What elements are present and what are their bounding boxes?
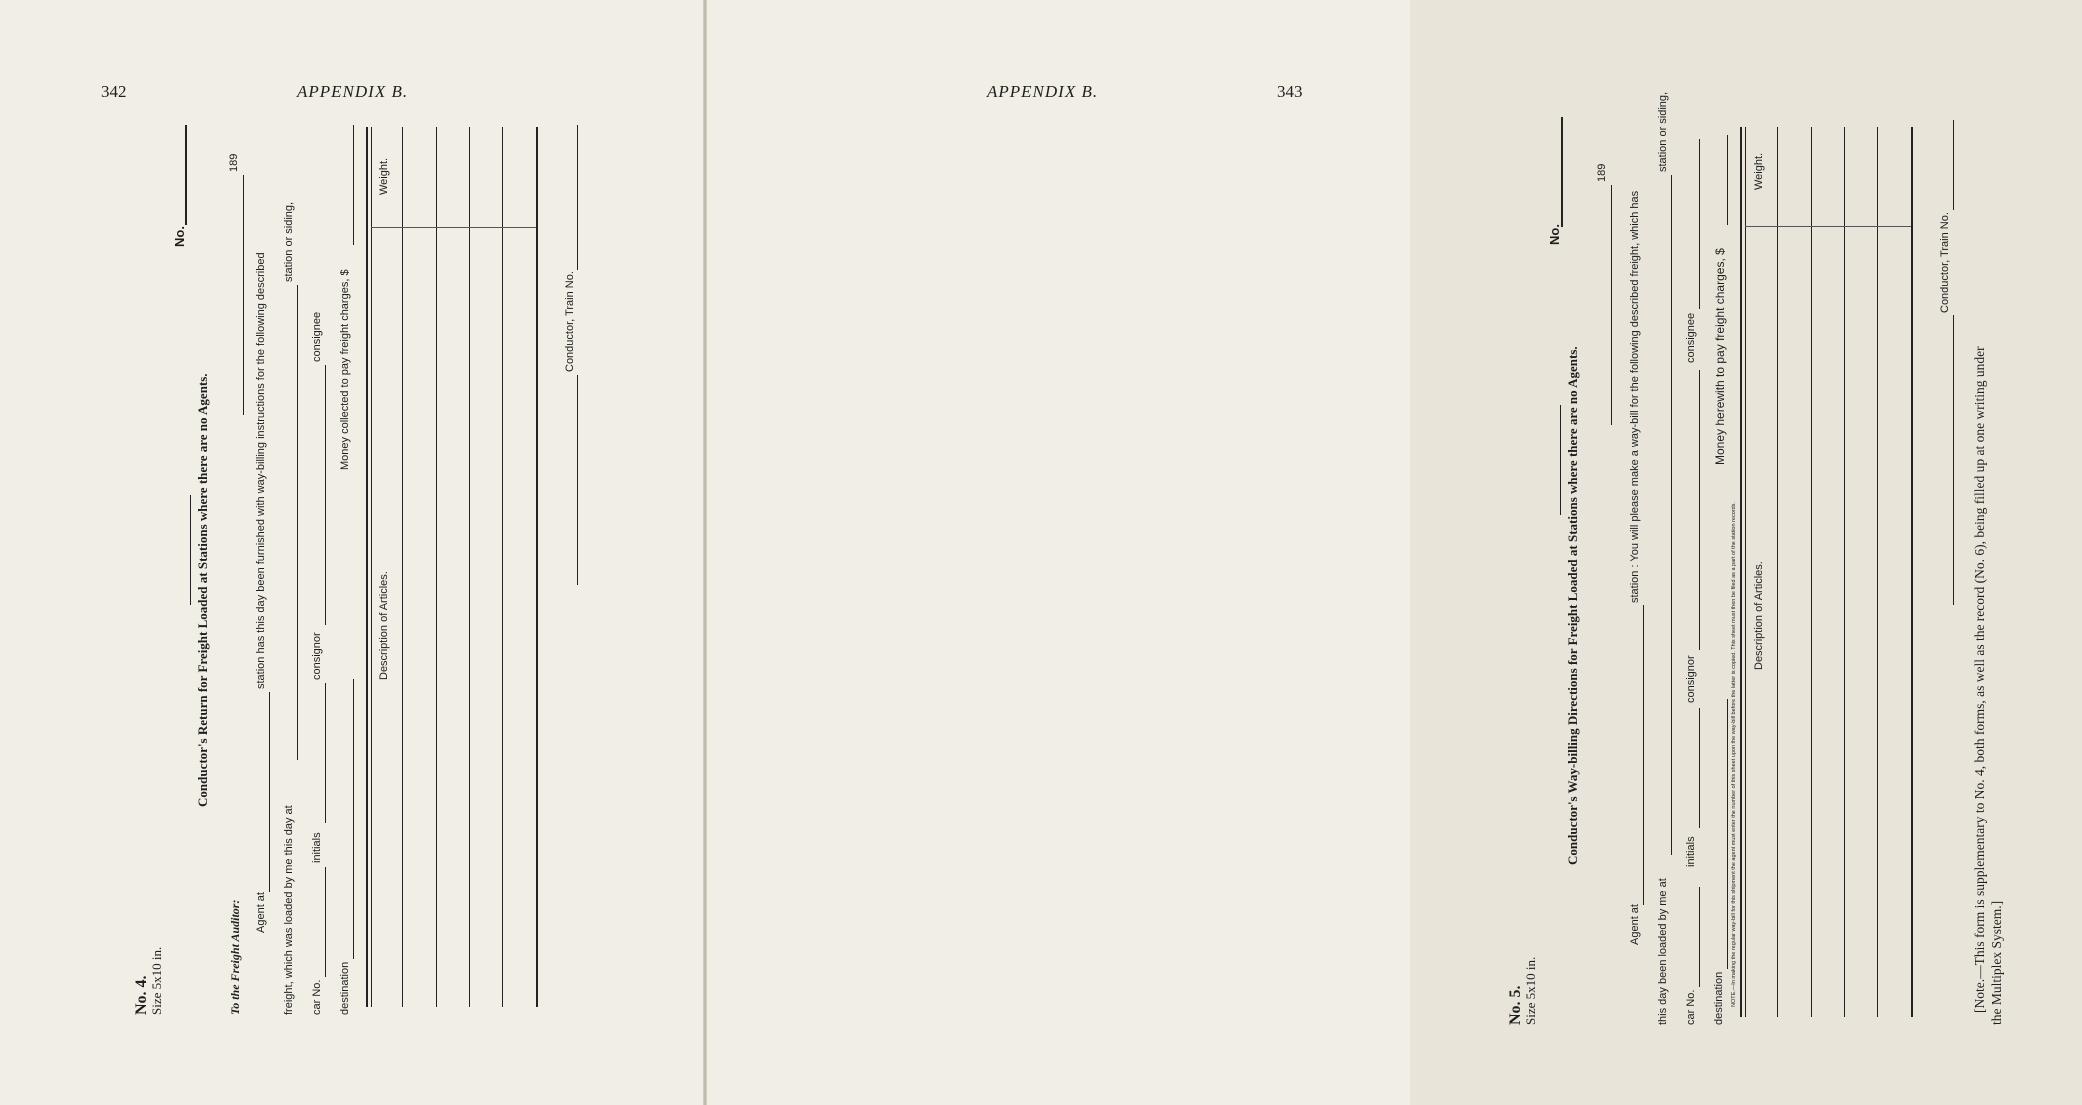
car-no-field [325,867,326,977]
initials-label: initials [1685,836,1697,867]
table-top-rule [366,127,368,1007]
initials-field [325,683,326,823]
description-header: Description of Articles. [1753,561,1765,670]
car-no-label: car No. [311,979,323,1015]
conductor-signature-field [577,375,578,585]
description-header: Description of Articles. [378,571,390,680]
initials-field [1699,708,1700,828]
train-no-field [577,125,578,270]
station-or-siding: station or siding, [283,201,295,282]
loaded-at-field [297,285,298,760]
station-text: station : You will please make a way-bill for the following described freight, which has [1629,190,1641,603]
agent-label: Agent at [1629,904,1641,945]
money-field [1727,135,1728,225]
agent-text: station has this day been furnished with way-billing instructions for the following described [255,252,267,689]
conductor-label: Conductor, Train No. [564,271,576,372]
no-label: No. [1547,224,1562,245]
table-row-rule [1877,127,1878,1017]
agent-field [269,692,270,892]
train-no-field [1953,120,1954,210]
loaded-at-field [1671,175,1672,855]
title-rule [1560,405,1561,515]
table-row-rule [1844,127,1845,1017]
money-herewith: Money herewith to pay freight charges, $ [1713,248,1727,465]
running-head: APPENDIX B. [987,82,1099,101]
table-bottom-rule [536,127,538,1007]
table-top-rule-2 [371,127,372,1007]
table-row-rule [402,127,403,1007]
agent-label: Agent at [255,892,267,933]
destination-label: destination [339,961,351,1015]
no-label: No. [172,226,187,247]
date-field [1611,185,1612,425]
form-no-5 [1507,15,2082,1025]
form-number: No. 4. [133,975,150,1015]
footnote-line-2: the Multiplex System.] [1989,900,2004,1025]
form-size: Size 5x10 in. [149,946,164,1015]
form-title: Conductor's Way-billing Directions for Freight Loaded at Stations where there are no Agents. [1565,346,1580,865]
no-field [185,125,187,225]
weight-column-divider [371,227,536,228]
running-head: APPENDIX B. [297,82,409,101]
consignor-field [325,365,326,625]
table-row-rule [436,127,437,1007]
weight-header: Weight. [378,157,390,195]
loaded-line: this day been loaded by me at [1657,878,1669,1025]
money-collected: Money collected to pay freight charges, $ [339,269,351,470]
form-title: Conductor's Return for Freight Loaded at Stations where there are no Agents. [195,373,210,807]
table-row-rule [469,127,470,1007]
station-or-siding: station or siding, [1657,91,1669,172]
table-row-rule [1811,127,1812,1017]
left-page [0,0,703,1105]
table-row-rule [1777,127,1778,1017]
footnote-line-1: [Note.—This form is supplementary to No. 4, both forms, as well as the record (No. 6), being filled up at one writing under [1972,346,1987,1013]
consignor-field [1699,370,1700,650]
car-no-field [1699,887,1700,987]
consignee-label: consignee [311,311,323,362]
page-number: 342 [101,82,127,101]
right-page [707,0,2004,1105]
consignee-label: consignee [1685,312,1697,363]
form-no-4 [115,5,690,1015]
no-field [1561,117,1563,227]
destination-field [1727,699,1728,969]
year-field: 189 [1596,163,1608,182]
year-field: 189 [228,153,240,172]
table-bottom-rule [1911,127,1913,1017]
form-size: Size 5x10 in. [1523,956,1538,1025]
car-no-label: car No. [1685,989,1697,1025]
conductor-label: Conductor, Train No. [1939,212,1951,313]
page-number: 343 [1277,82,1303,101]
destination-label: destination [1713,971,1725,1025]
consignor-label: consignor [311,632,323,680]
title-rule [190,495,191,605]
conductor-signature-field [1953,315,1954,605]
weight-column-divider [1745,226,1911,227]
addressee: To the Freight Auditor: [228,899,242,1015]
table-row-rule [502,127,503,1007]
consignee-field [1699,139,1700,309]
agent-field [1643,605,1644,905]
small-note: NOTE.—In making the regular way-bill for this shipment the agent must enter the number of this sheet upon the way-bill before the latter is copied. This sheet must then be filed as a part of the station records. [1731,502,1737,1007]
freight-line: freight, which was loaded by me this day at [283,805,295,1015]
table-top-rule [1740,127,1742,1017]
destination-field [353,679,354,959]
consignor-label: consignor [1685,655,1697,703]
initials-label: initials [311,832,323,863]
form-number: No. 5. [1507,985,1524,1025]
date-field [243,175,244,415]
money-field [353,125,354,245]
table-top-rule-2 [1745,127,1746,1017]
weight-header: Weight. [1753,152,1765,190]
